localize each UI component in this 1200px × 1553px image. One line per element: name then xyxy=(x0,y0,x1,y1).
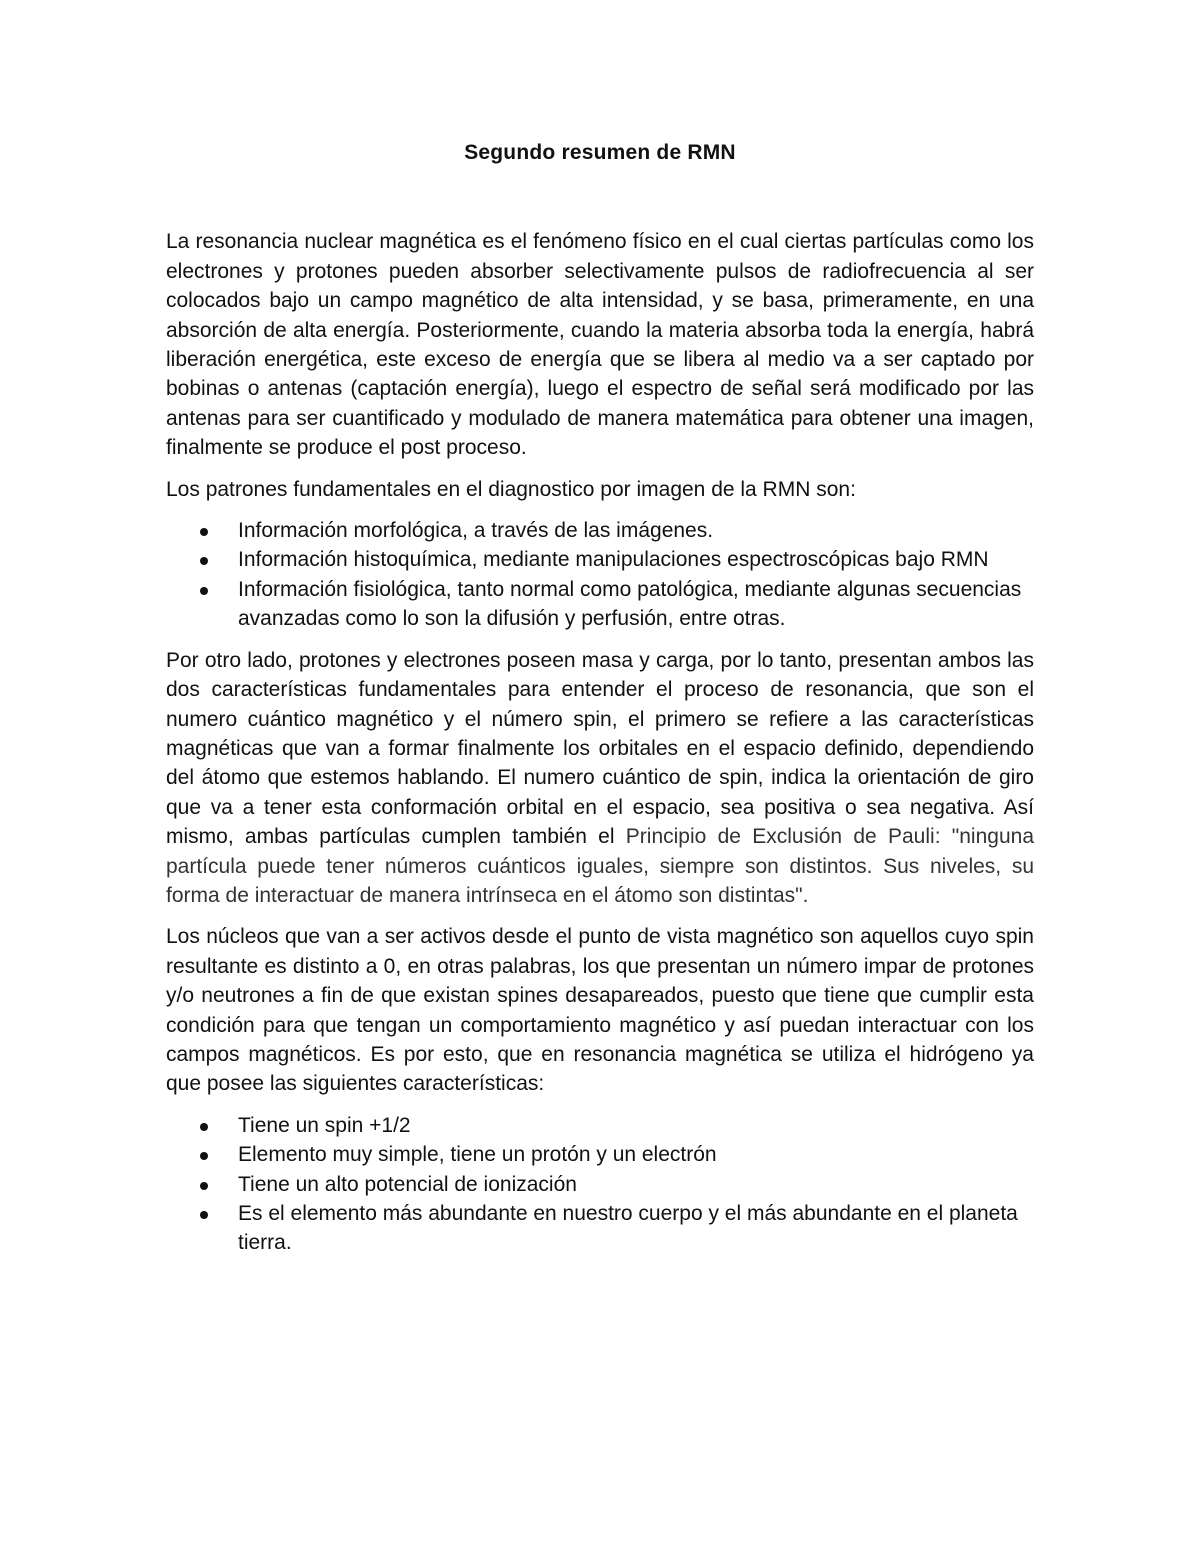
list-item xyxy=(166,1170,1034,1199)
list-item xyxy=(166,1199,1034,1258)
hydrogen-list xyxy=(166,1111,1034,1258)
list-item-text: Información fisiológica, tanto normal como patológica, mediante algunas secuencias avanzadas como lo son la difusión y perfusión, entre otras. xyxy=(238,577,1022,631)
list-item-text: Elemento muy simple, tiene un protón y un electrón xyxy=(238,1143,717,1167)
pauli-quote: Principio de Exclusión de Pauli: "ninguna partícula puede tener números cuánticos iguales, siempre son distintos. Sus niveles, su forma de interactuar de manera intrínseca en el átomo son distintas". xyxy=(166,825,1034,907)
nuclei-paragraph: Los núcleos que van a ser activos desde el punto de vista magnético son aquellos cuyo spin resultante es distinto a 0, en otras palabras, los que presentan un número impar de protones y/o neutrones a fin de que existan spines desapareados, puesto que tiene que cumplir esta condición para que tengan un comportamiento magnético y así puedan interactuar con los campos magnéticos. Es por esto, que en resonancia magnética se utiliza el hidrógeno ya que posee las siguientes características: xyxy=(166,925,1034,1096)
quantum-paragraph xyxy=(166,646,1034,911)
bullet-icon xyxy=(200,587,208,595)
quantum-text: Por otro lado, protones y electrones poseen masa y carga, por lo tanto, presentan ambos las dos características fundamentales para entender el proceso de resonancia, que son el numero cuántico magnético y el número spin, el primero se refiere a las características magnéticas que van a formar finalmente los orbitales en el espacio definido, dependiendo del átomo que estemos hablando. El numero cuántico de spin, indica la orientación de giro que va a tener esta conformación orbital en el espacio, sea positiva o sea negativa. Así mismo, ambas partículas cumplen también el xyxy=(166,648,1034,849)
bullet-icon xyxy=(200,557,208,565)
list-item-text: Información histoquímica, mediante manipulaciones espectroscópicas bajo RMN xyxy=(238,548,989,572)
bullet-icon xyxy=(200,528,208,536)
list-item-text: Tiene un alto potencial de ionización xyxy=(238,1172,577,1196)
patterns-list xyxy=(166,516,1034,634)
list-item xyxy=(166,1111,1034,1140)
document-title: Segundo resumen de RMN xyxy=(464,141,736,164)
list-item-text: Es el elemento más abundante en nuestro cuerpo y el más abundante en el planeta tierra. xyxy=(238,1202,1018,1255)
bullet-icon xyxy=(200,1123,208,1131)
list-item xyxy=(166,575,1034,634)
list-item xyxy=(166,516,1034,545)
list-item-text: Tiene un spin +1/2 xyxy=(238,1113,411,1137)
bullet-icon xyxy=(200,1211,208,1219)
document-page xyxy=(166,138,1034,1270)
intro-paragraph: La resonancia nuclear magnética es el fenómeno físico en el cual ciertas partículas como los electrones y protones pueden absorber selectivamente pulsos de radiofrecuencia al ser colocados bajo un campo magnético de alta intensidad, y se basa, primeramente, en una absorción de alta energía. Posteriormente, cuando la materia absorba toda la energía, habrá liberación energética, este exceso de energía que se libera al medio va a ser captado por bobinas o antenas (captación energía), luego el espectro de señal será modificado por las antenas para ser cuantificado y modulado de manera matemática para obtener una imagen, finalmente se produce el post proceso. xyxy=(166,230,1034,460)
list-item xyxy=(166,545,1034,574)
bullet-icon xyxy=(200,1182,208,1190)
list-item xyxy=(166,1140,1034,1169)
list-item-text: Información morfológica, a través de las imágenes. xyxy=(238,519,714,543)
patterns-paragraph: Los patrones fundamentales en el diagnostico por imagen de la RMN son: xyxy=(166,477,856,501)
bullet-icon xyxy=(200,1152,208,1160)
